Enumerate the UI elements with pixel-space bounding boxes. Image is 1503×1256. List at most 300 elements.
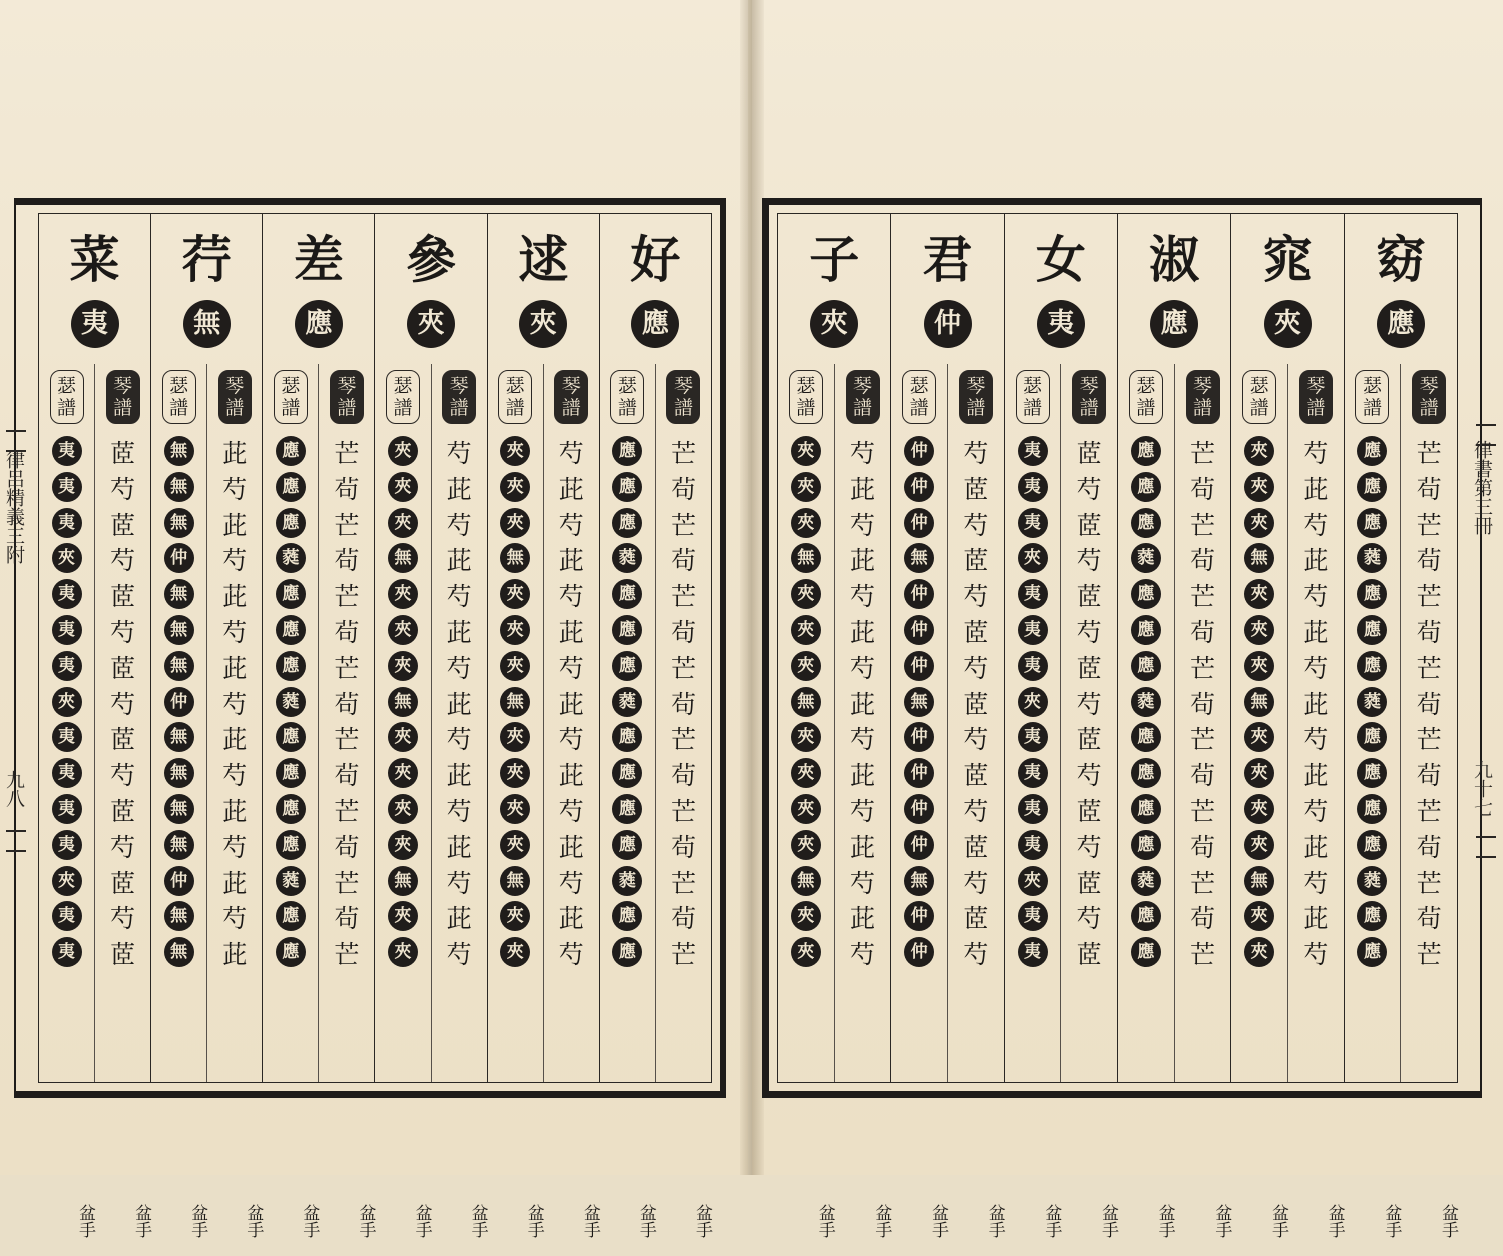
se-pitch-seal: 夾 xyxy=(500,508,530,538)
se-pitch-seal: 夾 xyxy=(791,794,821,824)
qin-tablature-character: 芍 xyxy=(1076,617,1102,647)
qin-notes xyxy=(432,436,487,973)
notation-subcolumns xyxy=(39,364,152,1238)
left-edge-number: 九八 xyxy=(3,770,25,808)
lyric-column xyxy=(487,214,600,1238)
qin-tablature-character: 茍 xyxy=(334,904,360,934)
pitch-seal: 夾 xyxy=(519,300,567,348)
qin-tail-instruction: 盆手 xyxy=(243,1204,264,1238)
se-tail-instruction: 盆手 xyxy=(1041,1204,1062,1238)
qin-tablature-character: 茈 xyxy=(850,617,876,647)
se-pitch-seal: 無 xyxy=(164,901,194,931)
qin-tablature-character: 芍 xyxy=(110,546,136,576)
se-notes xyxy=(488,436,543,973)
se-pitch-seal: 夷 xyxy=(1018,579,1048,609)
se-pitch-seal: 蕤 xyxy=(1131,543,1161,573)
se-pitch-seal: 夾 xyxy=(1018,866,1048,896)
qin-tablature-character: 茈 xyxy=(850,546,876,576)
lyric-character: 淑 xyxy=(1149,230,1200,289)
se-notation-column xyxy=(488,364,544,1238)
qin-tablature-character: 芍 xyxy=(963,940,989,970)
se-pitch-seal: 無 xyxy=(388,687,418,717)
lyric-column xyxy=(150,214,264,1238)
lyric-character: 差 xyxy=(293,230,344,289)
se-pitch-seal: 夾 xyxy=(388,436,418,466)
qin-tablature-character: 芍 xyxy=(558,582,584,612)
qin-score-label: 琴譜 xyxy=(1186,370,1220,424)
qin-tablature-character: 茍 xyxy=(1190,904,1216,934)
se-notation-column xyxy=(151,364,208,1238)
se-pitch-seal: 應 xyxy=(276,579,306,609)
lyric-character: 子 xyxy=(809,230,860,289)
se-notation-column xyxy=(778,364,835,1238)
se-pitch-seal: 夾 xyxy=(1244,651,1274,681)
qin-tablature-character: 芒 xyxy=(1416,868,1442,898)
se-pitch-seal: 應 xyxy=(1357,651,1387,681)
se-pitch-seal: 夷 xyxy=(1018,436,1048,466)
qin-score-label: 琴譜 xyxy=(330,370,364,424)
qin-tablature-character: 茈 xyxy=(446,761,472,791)
se-pitch-seal: 應 xyxy=(276,508,306,538)
qin-tablature-character: 茍 xyxy=(670,474,696,504)
se-pitch-seal: 仲 xyxy=(904,830,934,860)
se-pitch-seal: 無 xyxy=(164,651,194,681)
qin-tablature-character: 茝 xyxy=(1076,725,1102,755)
se-tail-instruction: 盆手 xyxy=(523,1204,544,1238)
se-pitch-seal: 夾 xyxy=(52,543,82,573)
right-page-inner-frame xyxy=(777,213,1458,1238)
qin-tablature-character: 芒 xyxy=(1190,868,1216,898)
qin-notation-column xyxy=(431,364,488,1238)
qin-score-label: 琴譜 xyxy=(666,370,700,424)
se-pitch-seal: 夾 xyxy=(791,830,821,860)
se-pitch-seal: 夾 xyxy=(500,472,530,502)
left-edge-label: 律呂精義三附 xyxy=(3,450,25,564)
qin-tablature-character: 茈 xyxy=(558,832,584,862)
qin-tablature-character: 芍 xyxy=(850,510,876,540)
pitch-seal: 夾 xyxy=(1264,300,1312,348)
qin-tablature-character: 茍 xyxy=(670,761,696,791)
se-pitch-seal: 夾 xyxy=(1244,615,1274,645)
fish-tail-mark-right-bottom xyxy=(1476,836,1496,858)
se-pitch-seal: 無 xyxy=(791,687,821,717)
se-notation-column xyxy=(375,364,432,1238)
qin-notes xyxy=(207,436,262,973)
left-page-columns xyxy=(39,214,712,1238)
se-notation-column xyxy=(1231,364,1288,1238)
se-pitch-seal: 應 xyxy=(1131,579,1161,609)
se-score-label: 瑟譜 xyxy=(386,370,420,424)
qin-tablature-character: 芍 xyxy=(558,940,584,970)
se-pitch-seal: 蕤 xyxy=(612,866,642,896)
notation-subcolumns xyxy=(151,364,264,1238)
se-pitch-seal: 應 xyxy=(1131,722,1161,752)
se-pitch-seal: 夾 xyxy=(1244,579,1274,609)
qin-notes xyxy=(835,436,891,973)
se-pitch-seal: 夷 xyxy=(52,615,82,645)
se-pitch-seal: 應 xyxy=(276,901,306,931)
qin-tablature-character: 茝 xyxy=(110,582,136,612)
qin-tablature-character: 芍 xyxy=(110,832,136,862)
se-pitch-seal: 夷 xyxy=(1018,615,1048,645)
qin-tablature-character: 茈 xyxy=(222,510,248,540)
qin-tablature-character: 茍 xyxy=(334,832,360,862)
lyric-column xyxy=(262,214,376,1238)
se-pitch-seal: 應 xyxy=(1131,651,1161,681)
qin-tablature-character: 芍 xyxy=(446,940,472,970)
qin-tablature-character: 茈 xyxy=(1303,761,1329,791)
se-notes xyxy=(891,436,947,973)
qin-tablature-character: 茝 xyxy=(963,689,989,719)
pitch-seal: 無 xyxy=(183,300,231,348)
se-pitch-seal: 應 xyxy=(1357,937,1387,967)
qin-tablature-character: 茝 xyxy=(110,796,136,826)
qin-tablature-character: 芒 xyxy=(334,439,360,468)
se-pitch-seal: 應 xyxy=(1131,508,1161,538)
se-pitch-seal: 夾 xyxy=(791,615,821,645)
se-pitch-seal: 蕤 xyxy=(1357,543,1387,573)
se-notes xyxy=(1005,436,1061,973)
qin-tablature-character: 茍 xyxy=(1416,904,1442,934)
lyric-column xyxy=(1230,214,1345,1238)
se-pitch-seal: 無 xyxy=(388,866,418,896)
qin-tablature-character: 茝 xyxy=(963,474,989,504)
right-edge-number: 九十七 xyxy=(1471,760,1493,817)
se-pitch-seal: 仲 xyxy=(904,508,934,538)
se-pitch-seal: 蕤 xyxy=(612,687,642,717)
qin-tablature-character: 茈 xyxy=(850,474,876,504)
qin-tablature-character: 芍 xyxy=(558,653,584,683)
qin-tablature-character: 芍 xyxy=(850,796,876,826)
qin-tablature-character: 茈 xyxy=(222,653,248,683)
qin-tablature-character: 茈 xyxy=(222,582,248,612)
qin-tablature-character: 茝 xyxy=(110,725,136,755)
se-pitch-seal: 無 xyxy=(791,866,821,896)
se-pitch-seal: 應 xyxy=(1357,579,1387,609)
se-pitch-seal: 夾 xyxy=(500,758,530,788)
se-pitch-seal: 夾 xyxy=(1244,937,1274,967)
pitch-seal: 仲 xyxy=(924,300,972,348)
se-pitch-seal: 夾 xyxy=(1018,543,1048,573)
se-notes xyxy=(1118,436,1174,973)
qin-tablature-character: 芒 xyxy=(334,725,360,755)
lyric-character: 好 xyxy=(630,230,681,289)
notation-subcolumns xyxy=(488,364,600,1238)
se-pitch-seal: 應 xyxy=(612,794,642,824)
qin-tablature-character: 茝 xyxy=(110,510,136,540)
se-pitch-seal: 仲 xyxy=(904,472,934,502)
qin-tablature-character: 芒 xyxy=(1190,510,1216,540)
se-tail-instruction: 盆手 xyxy=(411,1204,432,1238)
se-notes xyxy=(39,436,94,973)
qin-tablature-character: 芍 xyxy=(558,725,584,755)
notation-subcolumns xyxy=(778,364,892,1238)
se-pitch-seal: 夾 xyxy=(1244,830,1274,860)
qin-tablature-character: 茈 xyxy=(446,904,472,934)
qin-tablature-character: 茈 xyxy=(1303,474,1329,504)
qin-tablature-character: 茈 xyxy=(558,689,584,719)
se-pitch-seal: 蕤 xyxy=(612,543,642,573)
se-pitch-seal: 無 xyxy=(500,866,530,896)
qin-tablature-character: 茈 xyxy=(446,474,472,504)
lyric-column xyxy=(890,214,1005,1238)
qin-tablature-character: 芍 xyxy=(963,439,989,468)
qin-tablature-character: 芒 xyxy=(334,868,360,898)
qin-tail-instruction: 盆手 xyxy=(984,1204,1005,1238)
se-score-label: 瑟譜 xyxy=(1016,370,1050,424)
se-pitch-seal: 夷 xyxy=(1018,794,1048,824)
qin-tablature-character: 芒 xyxy=(670,653,696,683)
se-pitch-seal: 夾 xyxy=(500,722,530,752)
se-pitch-seal: 蕤 xyxy=(276,866,306,896)
qin-tablature-character: 茈 xyxy=(1303,832,1329,862)
se-pitch-seal: 夾 xyxy=(388,472,418,502)
qin-tablature-character: 茝 xyxy=(963,617,989,647)
se-pitch-seal: 夾 xyxy=(388,508,418,538)
qin-tablature-character: 茍 xyxy=(1416,474,1442,504)
qin-tablature-character: 茈 xyxy=(558,474,584,504)
qin-tablature-character: 茍 xyxy=(1416,546,1442,576)
se-pitch-seal: 夾 xyxy=(500,901,530,931)
qin-tablature-character: 芍 xyxy=(222,689,248,719)
qin-tablature-character: 茝 xyxy=(110,868,136,898)
se-pitch-seal: 應 xyxy=(276,722,306,752)
qin-notation-column xyxy=(834,364,892,1238)
left-page-frame xyxy=(14,198,726,1238)
qin-tablature-character: 芒 xyxy=(1416,796,1442,826)
qin-tablature-character: 芍 xyxy=(558,439,584,468)
qin-tablature-character: 茝 xyxy=(110,653,136,683)
pitch-seal: 應 xyxy=(631,300,679,348)
se-pitch-seal: 應 xyxy=(612,579,642,609)
qin-tablature-character: 茍 xyxy=(1416,761,1442,791)
lyric-character: 菜 xyxy=(69,230,120,289)
qin-tablature-character: 芍 xyxy=(963,653,989,683)
notation-subcolumns xyxy=(375,364,488,1238)
qin-tablature-character: 茈 xyxy=(558,761,584,791)
qin-notes xyxy=(544,436,599,973)
se-pitch-seal: 夷 xyxy=(52,830,82,860)
se-pitch-seal: 無 xyxy=(904,543,934,573)
se-pitch-seal: 夾 xyxy=(1018,687,1048,717)
se-pitch-seal: 應 xyxy=(612,937,642,967)
qin-tablature-character: 芍 xyxy=(1303,653,1329,683)
qin-tablature-character: 芒 xyxy=(1190,940,1216,970)
qin-tablature-character: 芍 xyxy=(446,868,472,898)
qin-tablature-character: 芒 xyxy=(670,582,696,612)
qin-tablature-character: 芍 xyxy=(446,439,472,468)
se-pitch-seal: 蕤 xyxy=(1357,866,1387,896)
se-pitch-seal: 夾 xyxy=(1244,722,1274,752)
qin-tablature-character: 茍 xyxy=(334,474,360,504)
se-pitch-seal: 夾 xyxy=(388,937,418,967)
se-pitch-seal: 無 xyxy=(164,830,194,860)
qin-tablature-character: 芍 xyxy=(963,582,989,612)
qin-tablature-character: 芒 xyxy=(1416,582,1442,612)
qin-tablature-character: 芒 xyxy=(1190,725,1216,755)
qin-notes xyxy=(1175,436,1231,973)
se-tail-instruction: 盆手 xyxy=(1381,1204,1402,1238)
se-notes xyxy=(1345,436,1401,973)
se-pitch-seal: 蕤 xyxy=(1131,687,1161,717)
notation-subcolumns xyxy=(263,364,376,1238)
qin-tablature-character: 芍 xyxy=(446,510,472,540)
se-pitch-seal: 無 xyxy=(164,794,194,824)
qin-tablature-character: 芒 xyxy=(1190,653,1216,683)
se-pitch-seal: 仲 xyxy=(904,436,934,466)
qin-tablature-character: 芍 xyxy=(558,510,584,540)
qin-tablature-character: 芍 xyxy=(222,546,248,576)
lyric-character: 窈 xyxy=(1375,230,1426,289)
se-pitch-seal: 夾 xyxy=(791,722,821,752)
qin-tablature-character: 芍 xyxy=(446,582,472,612)
qin-tablature-character: 芍 xyxy=(110,761,136,791)
qin-tail-instruction: 盆手 xyxy=(355,1204,376,1238)
qin-tablature-character: 茈 xyxy=(1303,689,1329,719)
lyric-column xyxy=(778,214,892,1238)
qin-tablature-character: 茝 xyxy=(1076,796,1102,826)
se-pitch-seal: 無 xyxy=(164,615,194,645)
lyric-character: 女 xyxy=(1035,230,1086,289)
fish-tail-mark-left-bottom xyxy=(6,830,26,852)
se-score-label: 瑟譜 xyxy=(162,370,196,424)
se-pitch-seal: 蕤 xyxy=(1357,687,1387,717)
lyric-column xyxy=(1004,214,1119,1238)
se-pitch-seal: 仲 xyxy=(904,794,934,824)
qin-tablature-character: 芍 xyxy=(558,868,584,898)
left-page-inner-frame xyxy=(38,213,712,1238)
qin-tablature-character: 茝 xyxy=(963,546,989,576)
se-pitch-seal: 應 xyxy=(612,758,642,788)
se-pitch-seal: 應 xyxy=(1131,830,1161,860)
se-pitch-seal: 應 xyxy=(1357,830,1387,860)
se-pitch-seal: 蕤 xyxy=(276,543,306,573)
lyric-column xyxy=(1344,214,1458,1238)
se-pitch-seal: 夷 xyxy=(52,937,82,967)
se-pitch-seal: 仲 xyxy=(904,615,934,645)
qin-tablature-character: 芍 xyxy=(446,725,472,755)
se-pitch-seal: 應 xyxy=(1357,508,1387,538)
qin-tablature-character: 茝 xyxy=(963,832,989,862)
se-pitch-seal: 應 xyxy=(1357,758,1387,788)
se-pitch-seal: 無 xyxy=(1244,687,1274,717)
qin-tablature-character: 芒 xyxy=(1416,940,1442,970)
qin-tablature-character: 茝 xyxy=(963,761,989,791)
se-notes xyxy=(778,436,834,973)
pitch-seal: 應 xyxy=(1377,300,1425,348)
se-pitch-seal: 應 xyxy=(1131,436,1161,466)
se-notation-column xyxy=(1345,364,1402,1238)
qin-notation-column xyxy=(543,364,600,1238)
qin-tablature-character: 芒 xyxy=(1416,510,1442,540)
qin-tail-instruction: 盆手 xyxy=(871,1204,892,1238)
qin-tablature-character: 茍 xyxy=(670,617,696,647)
qin-tablature-character: 茝 xyxy=(1076,510,1102,540)
se-tail-instruction: 盆手 xyxy=(1268,1204,1288,1238)
se-pitch-seal: 應 xyxy=(276,436,306,466)
book-gutter xyxy=(740,0,764,1175)
qin-tablature-character: 茍 xyxy=(1190,474,1216,504)
se-pitch-seal: 應 xyxy=(276,794,306,824)
se-pitch-seal: 夾 xyxy=(791,472,821,502)
qin-notation-column xyxy=(1400,364,1458,1238)
qin-score-label: 琴譜 xyxy=(218,370,252,424)
se-pitch-seal: 仲 xyxy=(164,687,194,717)
qin-tablature-character: 茍 xyxy=(670,832,696,862)
qin-tablature-character: 茝 xyxy=(110,940,136,970)
se-pitch-seal: 夾 xyxy=(500,615,530,645)
qin-tablature-character: 芍 xyxy=(110,689,136,719)
se-notes xyxy=(1231,436,1287,973)
qin-tablature-character: 芍 xyxy=(222,761,248,791)
qin-tablature-character: 芍 xyxy=(850,940,876,970)
se-pitch-seal: 應 xyxy=(612,436,642,466)
se-pitch-seal: 夷 xyxy=(52,722,82,752)
right-page-frame xyxy=(762,198,1482,1238)
se-notation-column xyxy=(263,364,320,1238)
se-notes xyxy=(263,436,318,973)
right-page-columns xyxy=(778,214,1458,1238)
qin-tablature-character: 芍 xyxy=(1076,904,1102,934)
se-pitch-seal: 無 xyxy=(164,937,194,967)
qin-tablature-character: 茈 xyxy=(446,617,472,647)
se-notes xyxy=(375,436,430,973)
se-pitch-seal: 夷 xyxy=(1018,830,1048,860)
se-notation-column xyxy=(600,364,656,1238)
se-pitch-seal: 應 xyxy=(1131,758,1161,788)
qin-tablature-character: 芍 xyxy=(1303,439,1329,468)
qin-tablature-character: 茈 xyxy=(1303,546,1329,576)
qin-tablature-character: 茈 xyxy=(850,904,876,934)
pitch-seal: 夷 xyxy=(71,300,119,348)
se-pitch-seal: 夾 xyxy=(1244,758,1274,788)
notation-subcolumns xyxy=(1345,364,1458,1238)
qin-tablature-character: 芍 xyxy=(1303,796,1329,826)
qin-notation-column xyxy=(1174,364,1232,1238)
qin-tablature-character: 芒 xyxy=(1416,653,1442,683)
se-pitch-seal: 無 xyxy=(164,722,194,752)
se-pitch-seal: 應 xyxy=(276,830,306,860)
qin-tablature-character: 茈 xyxy=(446,689,472,719)
qin-tablature-character: 芍 xyxy=(1076,761,1102,791)
qin-tablature-character: 芍 xyxy=(850,725,876,755)
se-pitch-seal: 仲 xyxy=(164,543,194,573)
se-notes xyxy=(600,436,655,973)
se-pitch-seal: 夷 xyxy=(1018,651,1048,681)
lyric-column xyxy=(599,214,712,1238)
se-pitch-seal: 無 xyxy=(904,687,934,717)
se-pitch-seal: 夾 xyxy=(500,579,530,609)
se-score-label: 瑟譜 xyxy=(1242,370,1276,424)
se-pitch-seal: 應 xyxy=(1357,722,1387,752)
qin-tail-instruction: 盆手 xyxy=(1211,1204,1232,1238)
qin-tablature-character: 茈 xyxy=(558,904,584,934)
se-score-label: 瑟譜 xyxy=(274,370,308,424)
lyric-column xyxy=(1117,214,1232,1238)
qin-tablature-character: 芍 xyxy=(1303,582,1329,612)
se-pitch-seal: 應 xyxy=(1357,615,1387,645)
qin-tablature-character: 芒 xyxy=(670,725,696,755)
se-pitch-seal: 夾 xyxy=(500,830,530,860)
se-pitch-seal: 夾 xyxy=(388,901,418,931)
se-pitch-seal: 夾 xyxy=(52,866,82,896)
right-edge-label: 律書第三冊 xyxy=(1471,440,1493,535)
qin-tablature-character: 芍 xyxy=(446,796,472,826)
qin-notation-column xyxy=(318,364,376,1238)
se-pitch-seal: 仲 xyxy=(904,758,934,788)
qin-tablature-character: 芒 xyxy=(670,796,696,826)
qin-notes xyxy=(1401,436,1457,973)
